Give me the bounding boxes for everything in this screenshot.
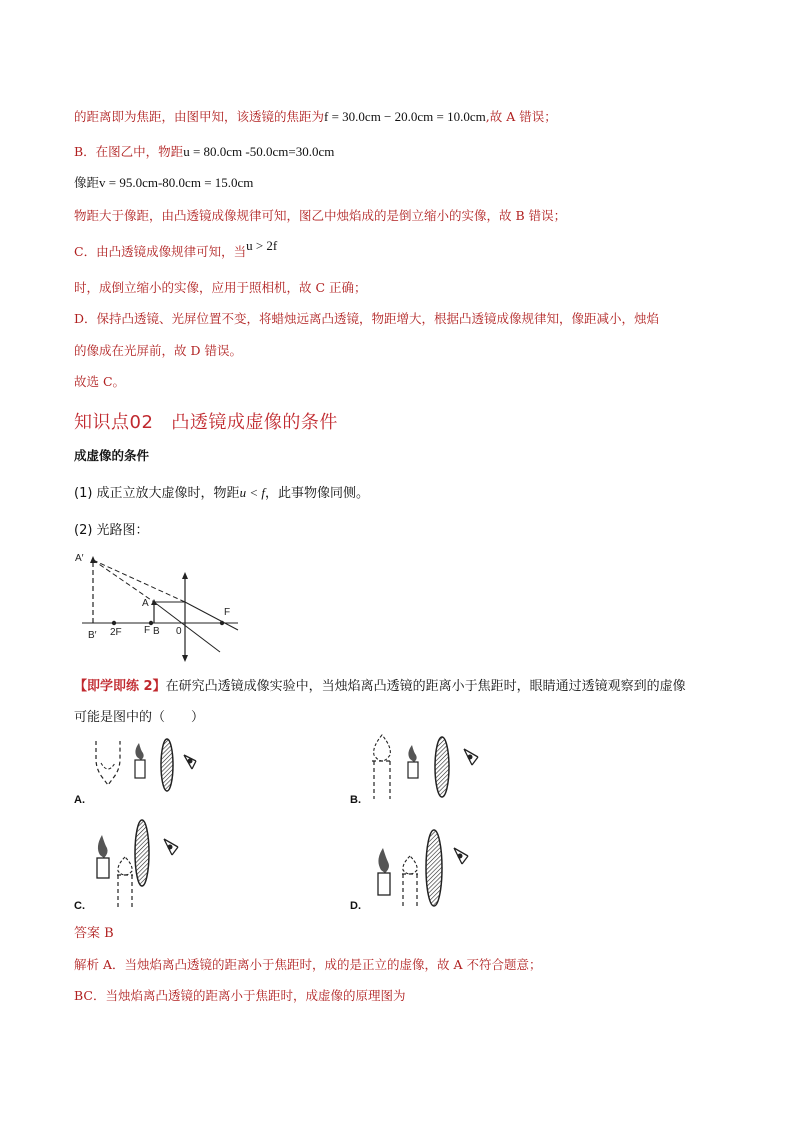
label-2f: 2F: [110, 627, 122, 638]
explanation-text: 的距离即为焦距，由图甲知，该透镜的焦距为: [74, 109, 325, 124]
explanation-line-4: 物距大于像距，由凸透镜成像规律可知，图乙中烛焰成的是倒立缩小的实像，故 B 错误；: [74, 208, 567, 223]
exercise-tag: 【即学即练 2】: [74, 679, 166, 694]
answer-label: 答案 B: [74, 926, 114, 941]
option-c-figure: [92, 817, 202, 911]
section-text: ，此事物像同侧。: [264, 486, 369, 501]
option-b-label[interactable]: B.: [350, 794, 361, 806]
analysis-line-1: 解析 A．当烛焰离凸透镜的距离小于焦距时，成的是正立的虚像，故 A 不符合题意；: [74, 957, 542, 972]
section-text: (1) 成正立放大虚像时，物距: [74, 486, 240, 501]
focal-length-formula: f = 30.0cm − 20.0cm = 10.0cm: [324, 109, 486, 124]
object-distance-formula: u = 80.0cm -50.0cm=30.0cm: [183, 144, 335, 159]
label-b-prime: B′: [88, 630, 97, 641]
analysis-line-2: BC．当烛焰离凸透镜的距离小于焦距时，成虚像的原理图为: [74, 988, 406, 1003]
explanation-line-6: 时，成倒立缩小的实像，应用于照相机，故 C 正确；: [74, 280, 367, 295]
explanation-line-5: [74, 238, 278, 260]
explanation-text: B．在图乙中，物距: [74, 144, 184, 159]
explanation-line-8: 的像成在光屏前，故 D 错误。: [74, 343, 242, 358]
virtual-image-condition: [240, 485, 265, 500]
option-a-figure: [92, 735, 227, 805]
section-item-2: (2) 光路图：: [74, 523, 149, 538]
explanation-line-2: [74, 144, 334, 160]
label-o: 0: [176, 626, 182, 637]
light-path-diagram: [70, 548, 245, 663]
explanation-text: 像距: [74, 175, 100, 190]
explanation-line-9: 故选 C。: [74, 374, 126, 389]
section-subtitle: 成虚像的条件: [74, 448, 150, 463]
label-b: B: [153, 626, 160, 637]
label-f-left: F: [144, 625, 151, 636]
explanation-line-3: [74, 175, 253, 191]
exercise-line-1: [74, 675, 686, 694]
condition-formula: u > 2f: [246, 238, 278, 253]
knowledge-point-number: 知识点02: [74, 412, 154, 433]
explanation-line-1: [74, 109, 557, 125]
formula-text: u < f: [239, 485, 265, 500]
exercise-line-2: 可能是图中的（ ）: [74, 710, 205, 725]
option-a-label[interactable]: A.: [74, 794, 85, 806]
knowledge-point-title: 凸透镜成虚像的条件: [171, 412, 338, 433]
label-a: A: [142, 598, 149, 609]
label-f-right: F: [224, 607, 231, 618]
explanation-line-7: D．保持凸透镜、光屏位置不变，将蜡烛远离凸透镜，物距增大，根据凸透镜成像规律知，像距减小，烛焰: [74, 311, 660, 326]
knowledge-point-heading: [74, 408, 338, 434]
explanation-text: ,故 A 错误；: [485, 109, 557, 124]
option-b-figure: [370, 733, 500, 805]
exercise-question: 在研究凸透镜成像实验中，当烛焰离凸透镜的距离小于焦距时，眼睛通过透镜观察到的虚像: [165, 679, 686, 694]
option-d-figure: [368, 826, 478, 912]
section-item-1: [74, 482, 369, 501]
option-c-label[interactable]: C.: [74, 900, 85, 912]
label-a-prime: A′: [75, 553, 84, 564]
explanation-text: C．由凸透镜成像规律可知，当: [74, 244, 247, 259]
image-distance-formula: v = 95.0cm-80.0cm = 15.0cm: [99, 175, 254, 190]
option-d-label[interactable]: D.: [350, 900, 361, 912]
